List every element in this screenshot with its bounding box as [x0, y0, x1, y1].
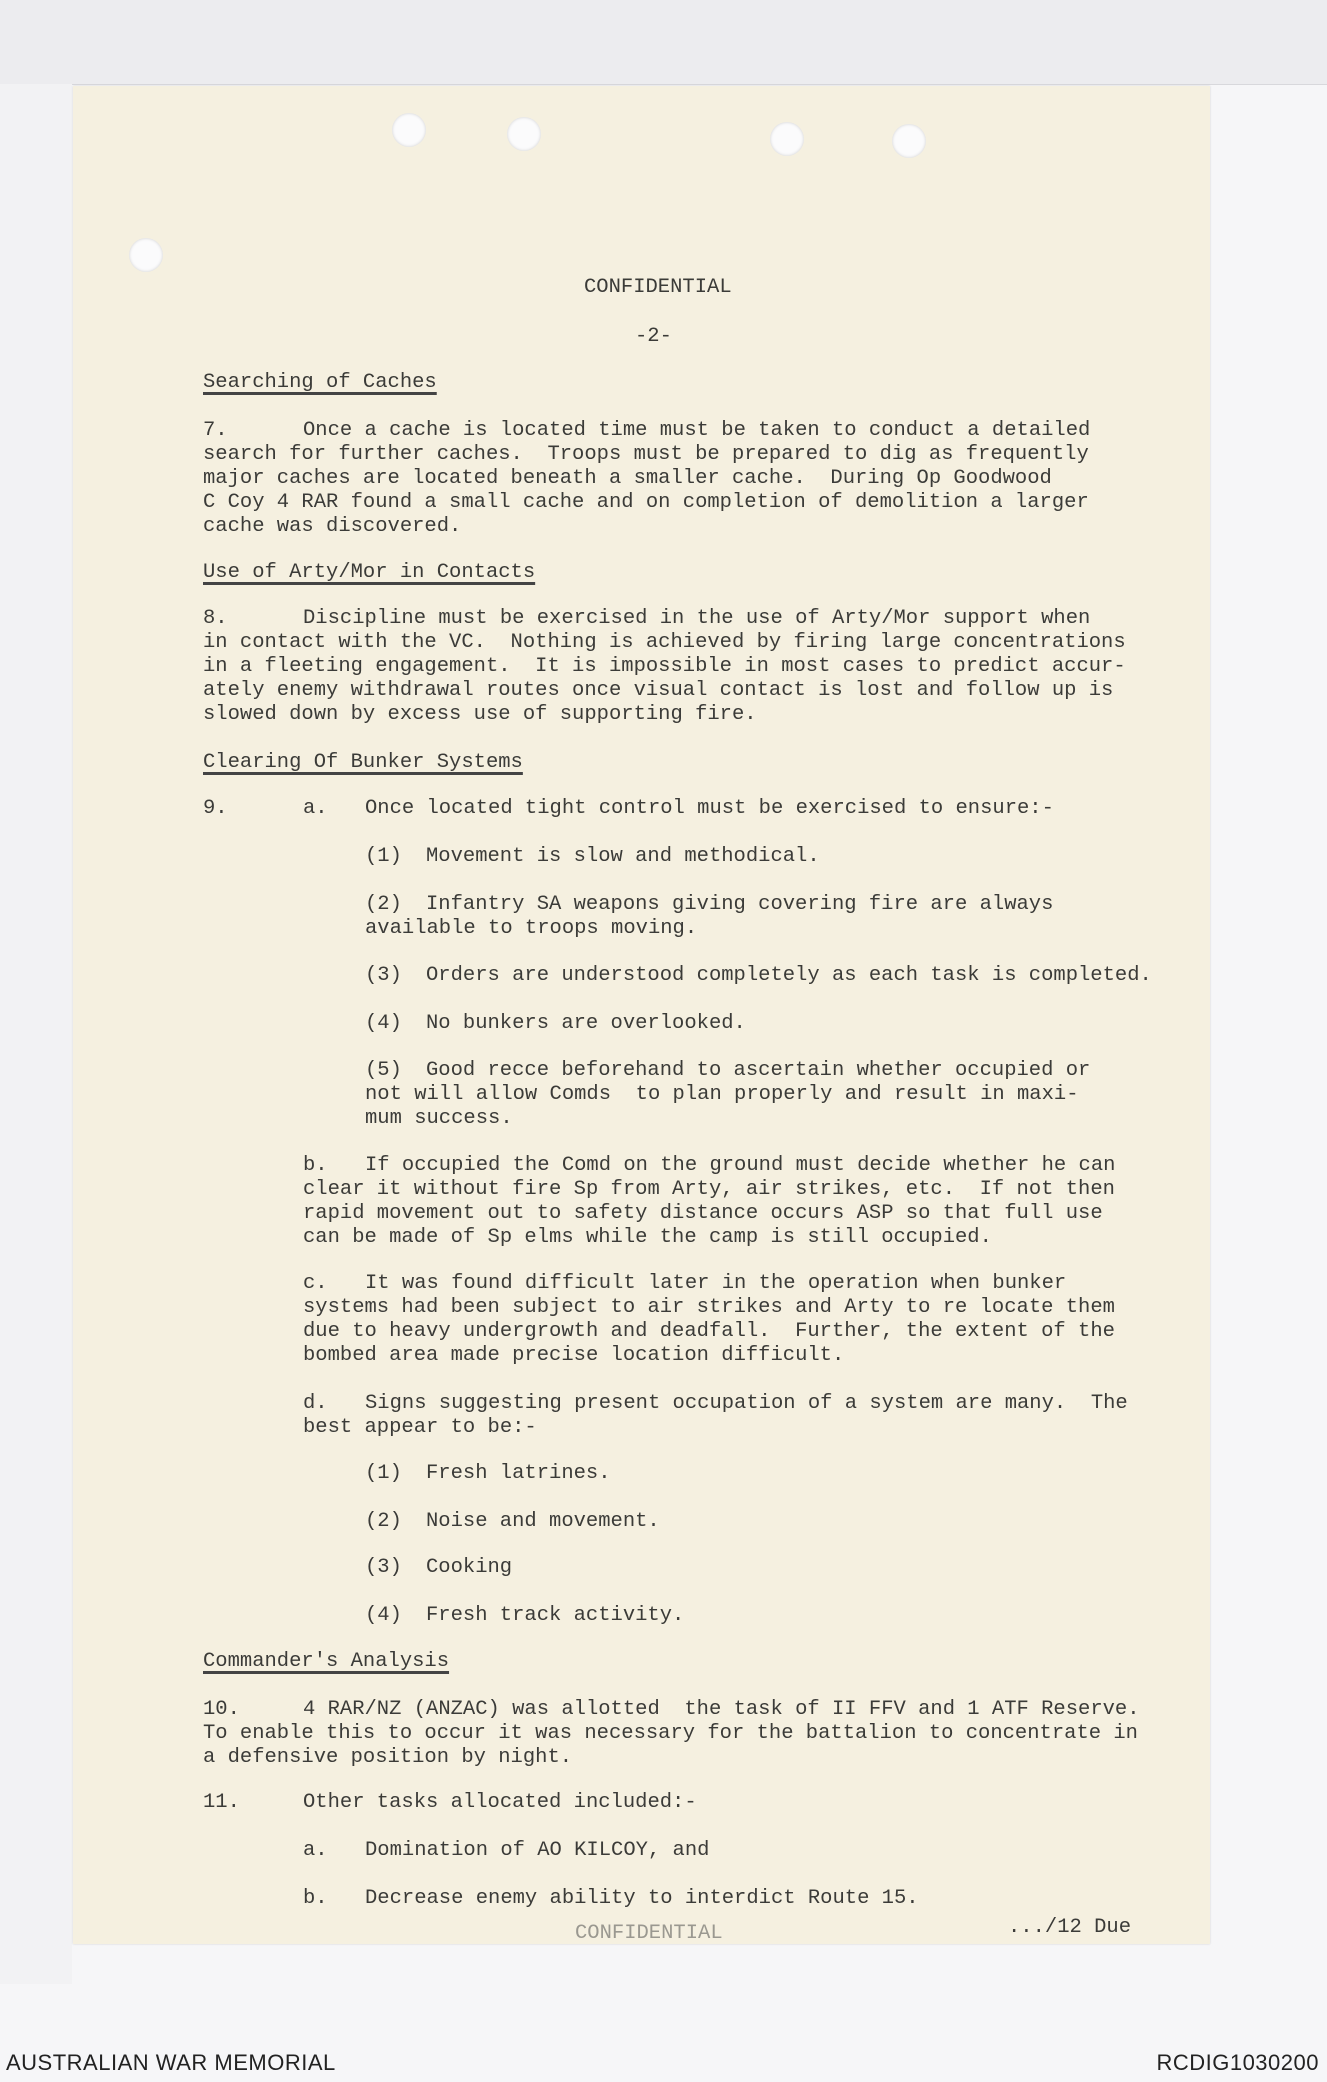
paragraph-9c [303, 1272, 1115, 1368]
section-heading: Use of Arty/Mor in Contacts [203, 561, 536, 584]
punch-hole [770, 122, 804, 156]
list-text: Cooking [426, 1556, 513, 1579]
scanner-background-top [0, 0, 1327, 85]
paragraph-number: 10. [203, 1698, 240, 1721]
section-heading: Commander's Analysis [203, 1650, 450, 1673]
paragraph-11a [303, 1839, 709, 1863]
archive-credit: AUSTRALIAN WAR MEMORIAL [6, 2050, 336, 2075]
paragraph-text: Once located tight control must be exercised to ensure:- [365, 797, 1054, 820]
paragraph-text: Other tasks allocated included:- [303, 1791, 697, 1814]
list-number: (1) [365, 1462, 402, 1485]
list-item [365, 1462, 611, 1486]
paragraph-9b [303, 1154, 1115, 1250]
list-item [365, 964, 1152, 988]
subparagraph-label: a. [303, 797, 328, 820]
paragraph-number: 11. [203, 1791, 240, 1814]
list-text: No bunkers are overlooked. [426, 1012, 746, 1035]
subparagraph-label: b. [303, 1887, 328, 1910]
punch-hole [892, 124, 926, 158]
paragraph-text: Discipline must be exercised in the use of Arty/Mor support when in contact with the VC. Nothing is achieved by firing large concentrations in a fleeting engagement. It is impossible in most cases to predict accur- ately enemy withdrawal routes once visual contact is lost and follow up is slowed down by excess use of supporting fire. [203, 607, 1126, 726]
list-number: (5) [365, 1059, 402, 1082]
list-item [365, 845, 820, 869]
list-number: (2) [365, 893, 402, 916]
list-item [365, 1059, 1090, 1131]
list-text: Orders are understood completely as each task is completed. [426, 964, 1152, 987]
archive-id: RCDIG1030200 [1156, 2050, 1319, 2075]
paragraph-number: 7. [203, 419, 228, 442]
list-number: (3) [365, 964, 402, 987]
subparagraph-label: d. [303, 1392, 328, 1415]
list-number: (1) [365, 845, 402, 868]
paragraph-9-number: 9. [203, 797, 228, 820]
section-heading: Searching of Caches [203, 371, 437, 394]
paragraph-text: Domination of AO KILCOY, and [365, 1839, 710, 1862]
continuation-note: .../12 Due [1008, 1916, 1132, 1939]
punch-hole [392, 113, 426, 147]
subparagraph-label: b. [303, 1154, 328, 1177]
paragraph-11b [303, 1887, 919, 1911]
list-number: (3) [365, 1556, 402, 1579]
section-heading: Clearing Of Bunker Systems [203, 751, 523, 774]
footer-classification: CONFIDENTIAL [575, 1922, 723, 1942]
list-text: Fresh track activity. [426, 1604, 685, 1627]
list-item [365, 893, 1053, 941]
subparagraph-label: a. [303, 1839, 328, 1862]
list-item [365, 1556, 512, 1580]
paragraph-text: Signs suggesting present occupation of a system are many. The best appear to be:- [303, 1392, 1128, 1439]
list-item [365, 1012, 746, 1036]
paragraph-text: It was found difficult later in the operation when bunker systems had been subject to air strikes and Arty to re locate them due to heavy undergrowth and deadfall. Further, the extent of the bombed area made precise location difficult. [303, 1272, 1115, 1367]
punch-hole [507, 117, 541, 151]
list-number: (4) [365, 1604, 402, 1627]
subparagraph-label: c. [303, 1272, 328, 1295]
paragraph-9a [303, 797, 1054, 821]
list-number: (2) [365, 1510, 402, 1533]
list-text: Movement is slow and methodical. [426, 845, 820, 868]
paragraph-text: Once a cache is located time must be taken to conduct a detailed search for further caches. Troops must be prepared to dig as frequently major caches are located beneath a smaller cache. During Op Goodwood C Coy 4 RAR found a small cache and on completion of demolition a larger cache was discovered. [203, 419, 1091, 538]
paragraph-9d [303, 1392, 1128, 1440]
paragraph-text: If occupied the Comd on the ground must decide whether he can clear it without fire Sp from Arty, air strikes, etc. If not then rapid movement out to safety distance occurs ASP so that full use can be made of Sp elms while the camp is still occupied. [303, 1154, 1116, 1249]
list-text: Noise and movement. [426, 1510, 660, 1533]
list-text: Good recce beforehand to ascertain whether occupied or not will allow Comds to plan properly and result in maxi- mum success. [365, 1059, 1091, 1130]
list-number: (4) [365, 1012, 402, 1035]
paragraph-text: Decrease enemy ability to interdict Route 15. [365, 1887, 919, 1910]
paragraph-11 [203, 1791, 697, 1815]
list-text: Infantry SA weapons giving covering fire are always available to troops moving. [365, 893, 1054, 940]
paragraph-number: 8. [203, 607, 228, 630]
paragraph-7 [203, 419, 1090, 539]
list-text: Fresh latrines. [426, 1462, 611, 1485]
classification-header: CONFIDENTIAL [584, 276, 732, 299]
page-number: -2- [635, 325, 672, 348]
list-item [365, 1604, 684, 1628]
paragraph-10 [203, 1698, 1140, 1770]
scanner-background-left [0, 84, 72, 1984]
punch-hole [129, 238, 163, 272]
paragraph-text: 4 RAR/NZ (ANZAC) was allotted the task of II FFV and 1 ATF Reserve. To enable this to occur it was necessary for the battalion to concentrate in a defensive position by night. [203, 1698, 1140, 1769]
paragraph-8 [203, 607, 1126, 727]
list-item [365, 1510, 660, 1534]
